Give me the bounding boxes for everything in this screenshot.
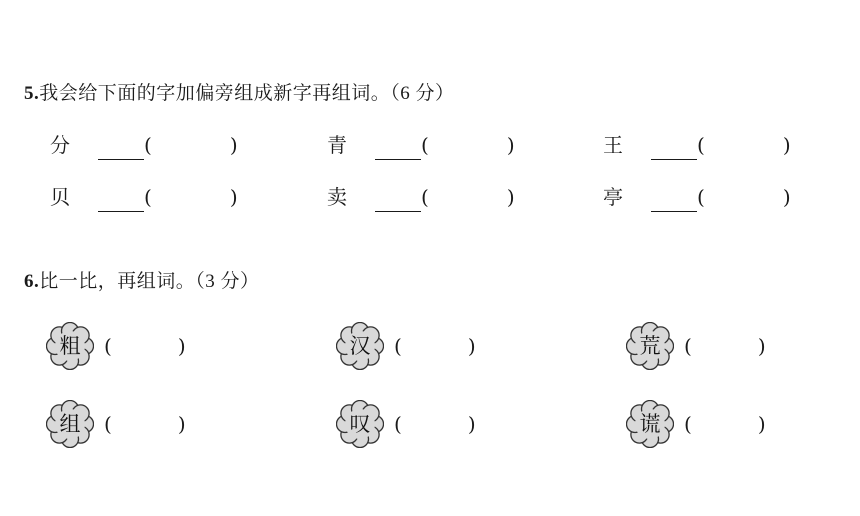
q5-item-3[interactable]	[603, 130, 791, 160]
q5-base-char: 贝	[50, 185, 70, 209]
q5-item-4[interactable]	[50, 182, 238, 212]
q6-paren-open: (	[394, 412, 402, 436]
q6-paren-open: (	[684, 412, 692, 436]
question-5-number: 5.	[24, 83, 40, 104]
q5-paren-close: )	[229, 133, 238, 157]
q5-char-blank[interactable]	[651, 189, 697, 212]
q5-char-blank[interactable]	[375, 137, 421, 160]
q5-paren-open: (	[144, 185, 152, 209]
q5-char-blank[interactable]	[375, 189, 421, 212]
question-6-number: 6.	[24, 271, 40, 292]
q6-paren-open: (	[104, 412, 112, 436]
q5-paren-close: )	[782, 185, 791, 209]
q6-char: 汉	[349, 334, 371, 358]
q5-base-char: 卖	[327, 185, 347, 209]
q5-paren-close: )	[229, 185, 238, 209]
flower-label	[336, 322, 384, 370]
q6-char: 叹	[349, 412, 371, 436]
q5-paren-open: (	[144, 133, 152, 157]
q6-char: 荒	[639, 334, 661, 358]
q5-item-1[interactable]	[50, 130, 238, 160]
q6-paren-close: )	[467, 334, 476, 358]
q6-char: 谎	[639, 412, 661, 436]
q6-paren-close: )	[177, 334, 186, 358]
q5-paren-open: (	[697, 185, 705, 209]
q5-char-blank[interactable]	[98, 189, 144, 212]
q6-word-blank[interactable]	[394, 322, 476, 370]
q6-paren-open: (	[684, 334, 692, 358]
q5-base-char: 青	[327, 133, 347, 157]
q6-paren-open: (	[394, 334, 402, 358]
q6-word-blank[interactable]	[104, 400, 186, 448]
q6-char: 组	[59, 412, 81, 436]
q5-base-char: 亭	[603, 185, 623, 209]
q5-paren-close: )	[782, 133, 791, 157]
q5-item-6[interactable]	[603, 182, 791, 212]
q5-base-char: 分	[50, 133, 70, 157]
flower-label	[626, 322, 674, 370]
q6-paren-open: (	[104, 334, 112, 358]
q5-char-blank[interactable]	[651, 137, 697, 160]
q5-paren-close: )	[506, 133, 515, 157]
q6-char: 粗	[59, 334, 81, 358]
flower-label	[46, 400, 94, 448]
q6-word-blank[interactable]	[104, 322, 186, 370]
q6-word-blank[interactable]	[394, 400, 476, 448]
flower-label	[336, 400, 384, 448]
flower-label	[626, 400, 674, 448]
flower-label	[46, 322, 94, 370]
q6-paren-close: )	[177, 412, 186, 436]
q5-base-char: 王	[603, 133, 623, 157]
q6-paren-close: )	[757, 334, 766, 358]
q5-paren-open: (	[421, 185, 429, 209]
q5-item-5[interactable]	[327, 182, 515, 212]
question-5-text: 我会给下面的字加偏旁组成新字再组词。	[39, 82, 391, 104]
q6-word-blank[interactable]	[684, 400, 766, 448]
question-6-text: 比一比，再组词。	[39, 270, 196, 292]
question-5-score: （6 分）	[390, 83, 455, 104]
q6-paren-close: )	[757, 412, 766, 436]
question-5-title	[24, 78, 455, 105]
q5-paren-close: )	[506, 185, 515, 209]
q5-item-2[interactable]	[327, 130, 515, 160]
q5-char-blank[interactable]	[98, 137, 144, 160]
q5-paren-open: (	[421, 133, 429, 157]
q6-word-blank[interactable]	[684, 322, 766, 370]
q5-paren-open: (	[697, 133, 705, 157]
q6-paren-close: )	[467, 412, 476, 436]
question-6-title	[24, 266, 260, 293]
question-6-score: （3 分）	[195, 271, 260, 292]
